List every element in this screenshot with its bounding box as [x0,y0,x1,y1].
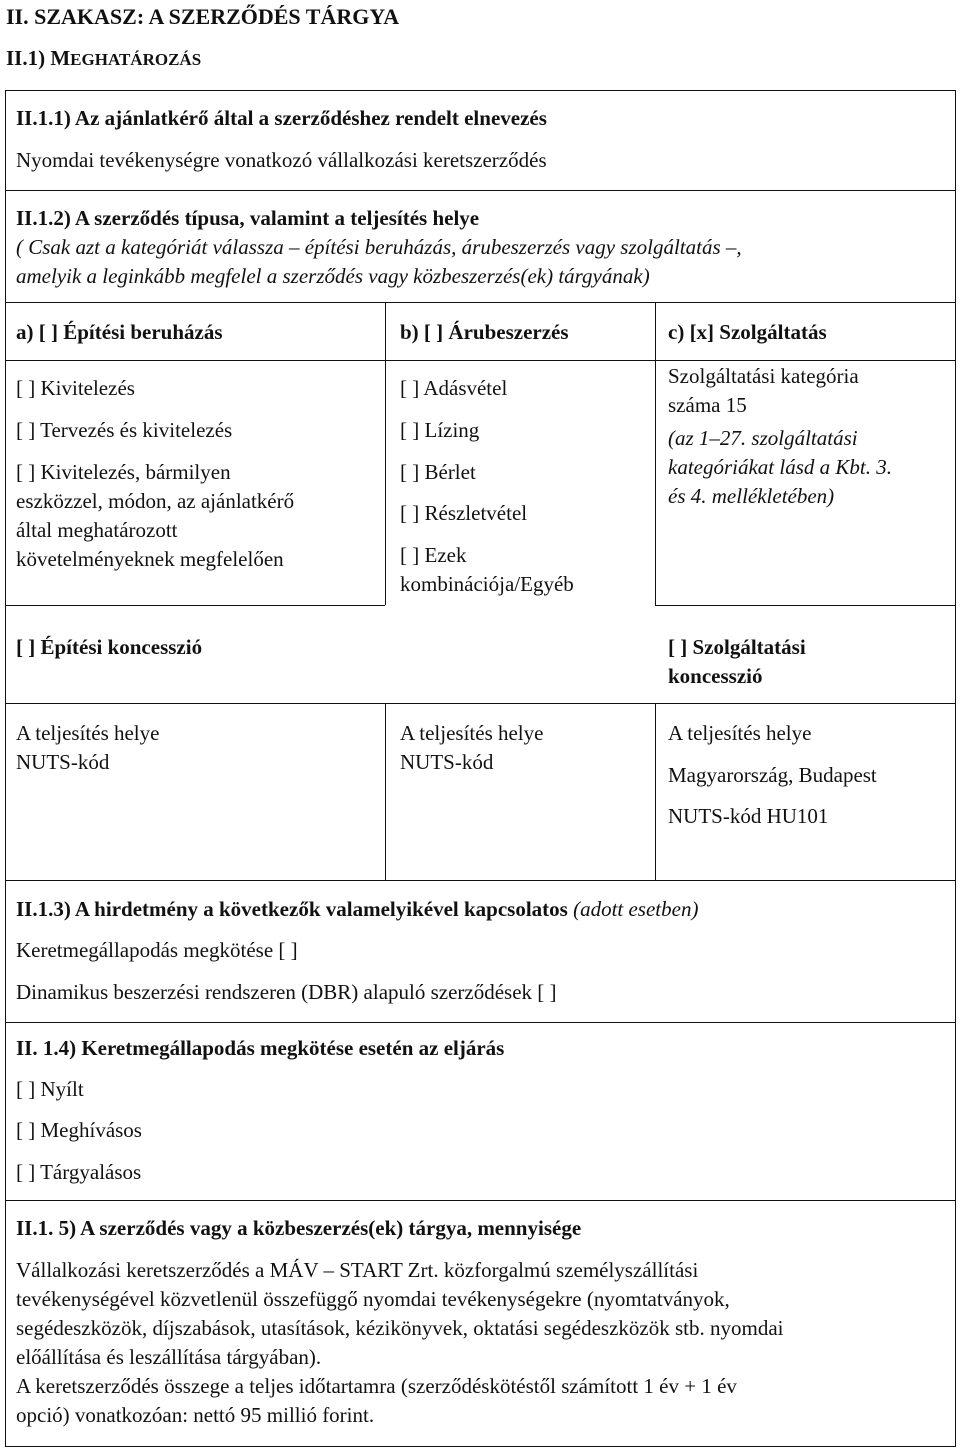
col-c-category-line: Szolgáltatási kategória [668,364,859,388]
col-c-place-value: Magyarország, Budapest [668,763,877,787]
col-c-header: c) [x] Szolgáltatás [668,320,827,344]
col-c-category-line: száma 15 [668,393,747,417]
col-a-item-line: által meghatározott [16,518,178,542]
s115-text-line: opció) vonatkozóan: nettó 95 millió forint. [16,1403,375,1427]
s113-option: Keretmegállapodás megkötése [ ] [16,938,298,962]
table-rule [5,1446,956,1447]
s115-text-line: tevékenységével közvetlenül összefüggő nyomdai tevékenységekre (nyomtatványok, [16,1287,730,1311]
col-b-header: b) [ ] Árubeszerzés [400,320,569,344]
s113-title-note: (adott esetben) [573,897,699,921]
col-b-item: [ ] Lízing [400,418,480,442]
col-a-place-label: A teljesítés helye [16,721,160,745]
column-divider [655,302,656,605]
table-border-left [5,90,6,1447]
s114-option: [ ] Meghívásos [16,1118,142,1142]
table-rule [5,302,956,303]
col-c-place-label: A teljesítés helye [668,721,812,745]
s114-option: [ ] Tárgyalásos [16,1160,142,1184]
s112-title: II.1.2) A szerződés típusa, valamint a teljesítés helye [16,206,480,230]
col-b-nuts-label: NUTS-kód [400,750,494,774]
table-rule [5,90,956,91]
col-b-place-label: A teljesítés helye [400,721,544,745]
table-rule [5,880,956,881]
s115-text-line: előállítása és leszállítása tárgyában). [16,1345,322,1369]
col-a-item-line: követelményeknek megfelelően [16,547,284,571]
subsection-title: II.1) MEGHATÁROZÁS [6,46,202,70]
col-c-note-line: és 4. mellékletében) [668,484,835,508]
s113-option: Dinamikus beszerzési rendszeren (DBR) alapuló szerződések [ ] [16,980,557,1004]
s114-option: [ ] Nyílt [16,1077,84,1101]
s113-title: II.1.3) A hirdetmény a következők valamelyikével kapcsolatos [16,897,568,921]
table-rule [5,190,956,191]
s115-title: II.1. 5) A szerződés vagy a közbeszerzés(ek) tárgya, mennyisége [16,1216,582,1240]
s115-text-line: Vállalkozási keretszerződés a MÁV – START Zrt. közforgalmú személyszállítási [16,1258,699,1282]
col-b-item: [ ] Bérlet [400,460,476,484]
col-c-note-line: (az 1–27. szolgáltatási [668,426,858,450]
s111-value: Nyomdai tevékenységre vonatkozó vállalkozási keretszerződés [16,148,547,172]
col-a-item-line: eszközzel, módon, az ajánlatkérő [16,489,295,513]
col-c-concession-line: koncesszió [668,664,763,688]
col-b-item: [ ] Adásvétel [400,376,508,400]
column-divider [385,703,386,880]
col-a-item: [ ] Kivitelezés [16,376,135,400]
s113-title-line [16,897,698,922]
table-rule [5,1200,956,1201]
col-b-item-line: kombinációja/Egyéb [400,572,574,596]
col-a-concession: [ ] Építési koncesszió [16,635,203,659]
col-c-note-line: kategóriákat lásd a Kbt. 3. [668,455,892,479]
col-c-concession-line: [ ] Szolgáltatási [668,635,806,659]
col-a-nuts-label: NUTS-kód [16,750,110,774]
col-b-item: [ ] Részletvétel [400,501,528,525]
table-rule [5,703,956,704]
table-rule [5,1022,956,1023]
col-b-item-line: [ ] Ezek [400,543,467,567]
table-rule [5,360,956,361]
col-a-item-line: [ ] Kivitelezés, bármilyen [16,460,231,484]
s112-note-line: amelyik a leginkább megfelel a szerződés vagy közbeszerzés(ek) tárgyának) [16,264,650,288]
col-a-item: [ ] Tervezés és kivitelezés [16,418,233,442]
s111-title: II.1.1) Az ajánlatkérő által a szerződéshez rendelt elnevezés [16,106,547,130]
table-rule [655,605,956,606]
table-border-right [955,90,956,1447]
s114-title: II. 1.4) Keretmegállapodás megkötése esetén az eljárás [16,1036,505,1060]
s115-text-line: segédeszközök, díjszabások, utasítások, kézikönyvek, oktatási segédeszközök stb. nyomdai [16,1316,784,1340]
column-divider [655,703,656,880]
column-divider [385,302,386,605]
col-c-nuts: NUTS-kód HU101 [668,804,829,828]
s115-text-line: A keretszerződés összege a teljes időtartamra (szerződéskötéstől számított 1 év + 1 év [16,1374,737,1398]
s112-note-line: ( Csak azt a kategóriát válassza – építési beruházás, árubeszerzés vagy szolgáltatás –, [16,235,742,259]
table-rule [5,605,385,606]
section-title: II. SZAKASZ: A SZERZŐDÉS TÁRGYA [6,4,400,29]
col-a-header: a) [ ] Építési beruházás [16,320,223,344]
